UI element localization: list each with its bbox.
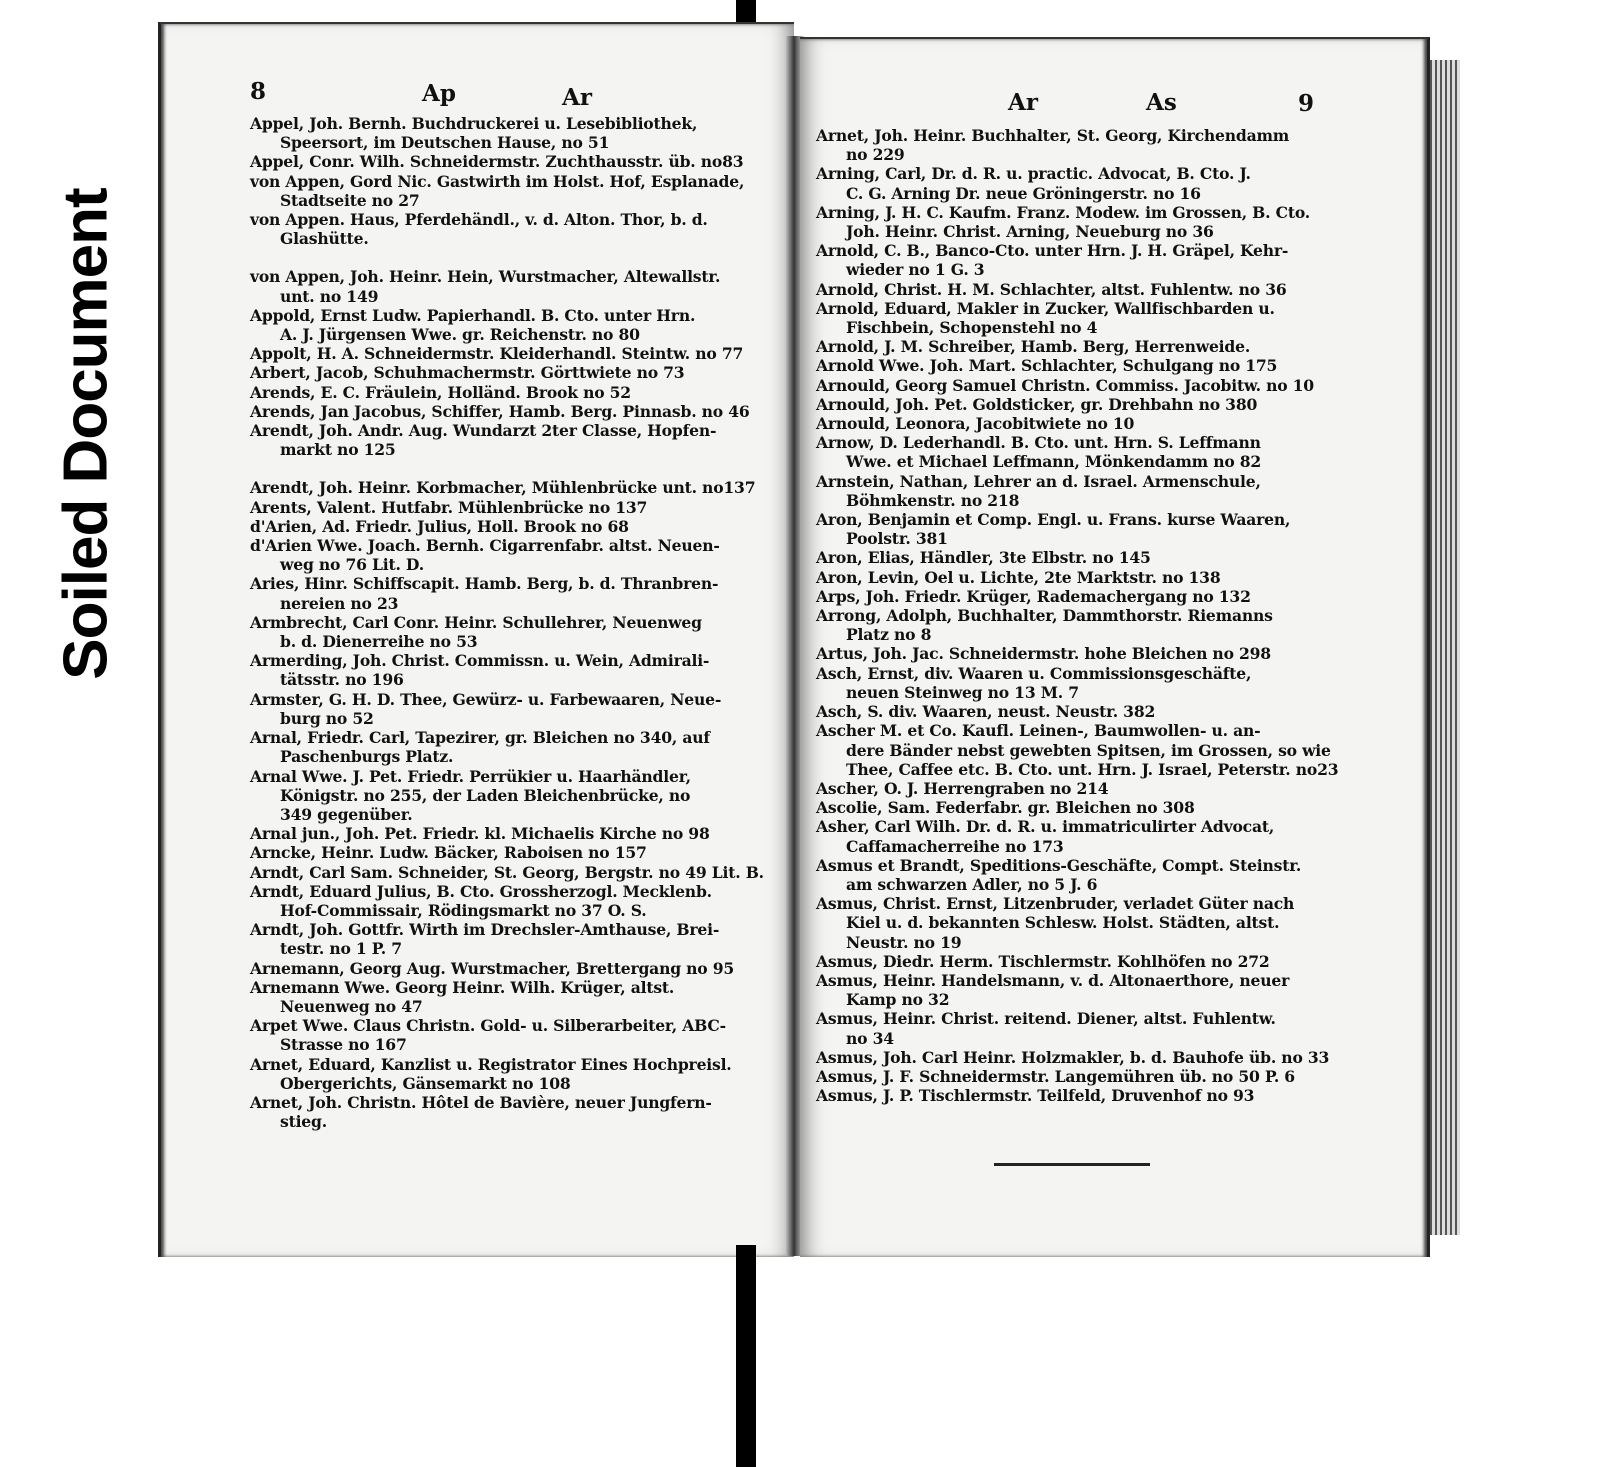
- directory-entry: Arnet, Eduard, Kanzlist u. Registrator Eines Hochpreisl. Obergerichts, Gänsemarkt no 108: [250, 1054, 732, 1093]
- directory-entry: Arents, Valent. Hutfabr. Mühlenbrücke no 137: [250, 497, 648, 517]
- directory-entry: Aron, Elias, Händler, 3te Elbstr. no 145: [816, 548, 1151, 568]
- directory-entry: Aron, Levin, Oel u. Lichte, 2te Marktstr. no 138: [816, 567, 1221, 587]
- directory-entry: Aries, Hinr. Schiffscapit. Hamb. Berg, b. d. Thranbren- nereien no 23: [250, 574, 719, 613]
- directory-entry: Asch, Ernst, div. Waaren u. Commissionsgeschäfte, neuen Steinweg no 13 M. 7: [816, 663, 1252, 702]
- directory-entry: Arnould, Leonora, Jacobitwiete no 10: [816, 414, 1135, 434]
- directory-entry: Arnold Wwe. Joh. Mart. Schlachter, Schulgang no 175: [816, 356, 1278, 376]
- directory-entry: Aron, Benjamin et Comp. Engl. u. Frans. kurse Waaren, Poolstr. 381: [816, 510, 1291, 549]
- directory-entry: Arnal Wwe. J. Pet. Friedr. Perrükier u. Haarhändler, Königstr. no 255, der Laden Bleichenbrücke, no 349 gegenüber.: [250, 766, 691, 824]
- directory-entry: Arpet Wwe. Claus Christn. Gold- u. Silberarbeiter, ABC- Strasse no 167: [250, 1016, 726, 1055]
- directory-entry: Asmus, Diedr. Herm. Tischlermstr. Kohlhöfen no 272: [816, 951, 1270, 971]
- directory-entry: Arnal jun., Joh. Pet. Friedr. kl. Michaelis Kirche no 98: [250, 824, 710, 844]
- left-header-first: Ap: [422, 80, 456, 107]
- directory-entry: Appold, Ernst Ludw. Papierhandl. B. Cto. unter Hrn. A. J. Jürgensen Wwe. gr. Reichenstr. no 80: [250, 305, 696, 345]
- directory-entry: Arendt, Joh. Heinr. Korbmacher, Mühlenbrücke unt. no137: [250, 478, 756, 498]
- directory-entry: Arnold, Christ. H. M. Schlachter, altst. Fuhlentw. no 36: [816, 279, 1287, 299]
- right-page-number: 9: [1298, 90, 1315, 117]
- directory-entry: Arnet, Joh. Christn. Hôtel de Bavière, neuer Jungfern- stieg.: [250, 1092, 712, 1132]
- page-edges: [1430, 60, 1460, 1235]
- directory-entry: Asmus, J. F. Schneidermstr. Langemühren üb. no 50 P. 6: [816, 1066, 1295, 1086]
- end-rule: [994, 1163, 1150, 1166]
- right-entry-list: [816, 126, 1356, 1105]
- left-entry-list: [250, 114, 790, 1131]
- directory-entry: Arnow, D. Lederhandl. B. Cto. unt. Hrn. S. Leffmann Wwe. et Michael Leffmann, Mönkendamm no 82: [816, 433, 1262, 472]
- directory-entry: Arnould, Joh. Pet. Goldsticker, gr. Drehbahn no 380: [816, 394, 1258, 414]
- directory-entry: von Appen, Gord Nic. Gastwirth im Holst. Hof, Esplanade, Stadtseite no 27: [250, 171, 745, 210]
- directory-entry: Asmus, Christ. Ernst, Litzenbruder, verladet Güter nach Kiel u. d. bekannten Schlesw. Holst. Städten, altst. Neustr. no 19: [816, 894, 1295, 952]
- directory-entry: Arnold, C. B., Banco-Cto. unter Hrn. J. H. Gräpel, Kehr- wieder no 1 G. 3: [816, 241, 1289, 280]
- binding-strap-bottom: [736, 1245, 756, 1467]
- directory-entry: Arends, Jan Jacobus, Schiffer, Hamb. Berg. Pinnasb. no 46: [250, 401, 750, 421]
- directory-entry: Armster, G. H. D. Thee, Gewürz- u. Farbewaaren, Neue- burg no 52: [250, 689, 722, 728]
- directory-entry: d'Arien, Ad. Friedr. Julius, Holl. Brook no 68: [250, 516, 629, 536]
- directory-entry: Arnemann Wwe. Georg Heinr. Wilh. Krüger, altst. Neuenweg no 47: [250, 977, 675, 1016]
- directory-entry: Asmus et Brandt, Speditions-Geschäfte, Compt. Steinstr. am schwarzen Adler, no 5 J. 6: [816, 855, 1302, 894]
- directory-entry: Arndt, Eduard Julius, B. Cto. Grossherzogl. Mecklenb. Hof-Commissair, Rödingsmarkt no 37 O. S.: [250, 881, 712, 920]
- directory-entry: Arndt, Joh. Gottfr. Wirth im Drechsler-Amthause, Brei- testr. no 1 P. 7: [250, 920, 720, 959]
- directory-entry: d'Arien Wwe. Joach. Bernh. Cigarrenfabr. altst. Neuen- weg no 76 Lit. D.: [250, 536, 720, 575]
- directory-entry: Arnet, Joh. Heinr. Buchhalter, St. Georg, Kirchendamm no 229: [816, 126, 1290, 165]
- directory-entry: Arnstein, Nathan, Lehrer an d. Israel. Armenschule, Böhmkenstr. no 218: [816, 471, 1261, 510]
- directory-entry: Ascher, O. J. Herrengraben no 214: [816, 778, 1109, 798]
- right-header-second: As: [1146, 89, 1177, 116]
- directory-entry: Appel, Joh. Bernh. Buchdruckerei u. Lesebibliothek, Speersort, im Deutschen Hause, no 51: [250, 114, 698, 153]
- directory-entry: Asmus, Heinr. Handelsmann, v. d. Altonaerthore, neuer Kamp no 32: [816, 970, 1290, 1010]
- directory-entry: Asmus, J. P. Tischlermstr. Teilfeld, Druvenhof no 93: [816, 1086, 1255, 1106]
- directory-entry: Artus, Joh. Jac. Schneidermstr. hohe Bleichen no 298: [816, 644, 1271, 664]
- directory-entry: Arnold, J. M. Schreiber, Hamb. Berg, Herrenweide.: [816, 337, 1251, 357]
- directory-entry: Appolt, H. A. Schneidermstr. Kleiderhandl. Steintw. no 77: [250, 344, 744, 364]
- directory-entry: von Appen, Joh. Heinr. Hein, Wurstmacher, Altewallstr. unt. no 149: [250, 267, 721, 306]
- directory-entry: Appel, Conr. Wilh. Schneidermstr. Zuchthausstr. üb. no83: [250, 152, 744, 172]
- left-header-second: Ar: [562, 84, 592, 111]
- directory-entry: Arning, Carl, Dr. d. R. u. practic. Advocat, B. Cto. J. C. G. Arning Dr. neue Gröningerstr. no 16: [816, 164, 1251, 203]
- directory-entry: Ascolie, Sam. Federfabr. gr. Bleichen no 308: [816, 798, 1195, 818]
- directory-entry: Arning, J. H. C. Kaufm. Franz. Modew. im Grossen, B. Cto. Joh. Heinr. Christ. Arning, Neueburg no 36: [816, 202, 1310, 242]
- directory-entry: Arps, Joh. Friedr. Krüger, Rademachergang no 132: [816, 586, 1251, 606]
- directory-entry: Arbert, Jacob, Schuhmachermstr. Görttwiete no 73: [250, 363, 685, 383]
- directory-entry: Ascher M. et Co. Kaufl. Leinen-, Baumwollen- u. an- dere Bänder nebst gewebten Spitsen, im Grossen, so wie Thee, Caffee etc. B. Cto. unt. Hrn. J. Israel, Peterstr. no23: [816, 721, 1339, 779]
- directory-entry: Arnemann, Georg Aug. Wurstmacher, Brettergang no 95: [250, 958, 735, 978]
- directory-entry: von Appen. Haus, Pferdehändl., v. d. Alton. Thor, b. d. Glashütte.: [250, 210, 708, 249]
- directory-entry: Arnould, Georg Samuel Christn. Commiss. Jacobitw. no 10: [816, 375, 1314, 395]
- directory-entry: Armerding, Joh. Christ. Commissn. u. Wein, Admirali- tätsstr. no 196: [250, 651, 710, 690]
- directory-entry: Asmus, Joh. Carl Heinr. Holzmakler, b. d. Bauhofe üb. no 33: [816, 1047, 1330, 1067]
- directory-entry: Arndt, Carl Sam. Schneider, St. Georg, Bergstr. no 49 Lit. B.: [250, 862, 764, 882]
- directory-entry: Armbrecht, Carl Conr. Heinr. Schullehrer, Neuenweg b. d. Dienerreihe no 53: [250, 612, 702, 652]
- open-book: [150, 20, 1468, 1258]
- soiled-document-stamp: Soiled Document: [51, 188, 121, 680]
- directory-entry: Arnold, Eduard, Makler in Zucker, Wallfischbarden u. Fischbein, Schopenstehl no 4: [816, 298, 1275, 338]
- right-header-first: Ar: [1008, 89, 1038, 116]
- directory-entry: Asch, S. div. Waaren, neust. Neustr. 382: [816, 702, 1156, 722]
- directory-entry: Arends, E. C. Fräulein, Holländ. Brook no 52: [250, 382, 631, 402]
- directory-entry: Arendt, Joh. Andr. Aug. Wundarzt 2ter Classe, Hopfen- markt no 125: [250, 421, 717, 460]
- directory-entry: Arnal, Friedr. Carl, Tapezirer, gr. Bleichen no 340, auf Paschenburgs Platz.: [250, 728, 710, 767]
- left-page-number: 8: [250, 78, 267, 105]
- directory-entry: Arrong, Adolph, Buchhalter, Dammthorstr. Riemanns Platz no 8: [816, 606, 1273, 645]
- directory-entry: Asmus, Heinr. Christ. reitend. Diener, altst. Fuhlentw. no 34: [816, 1009, 1276, 1048]
- directory-entry: Arncke, Heinr. Ludw. Bäcker, Raboisen no 157: [250, 843, 647, 863]
- directory-entry: Asher, Carl Wilh. Dr. d. R. u. immatriculirter Advocat, Caffamacherreihe no 173: [816, 817, 1275, 856]
